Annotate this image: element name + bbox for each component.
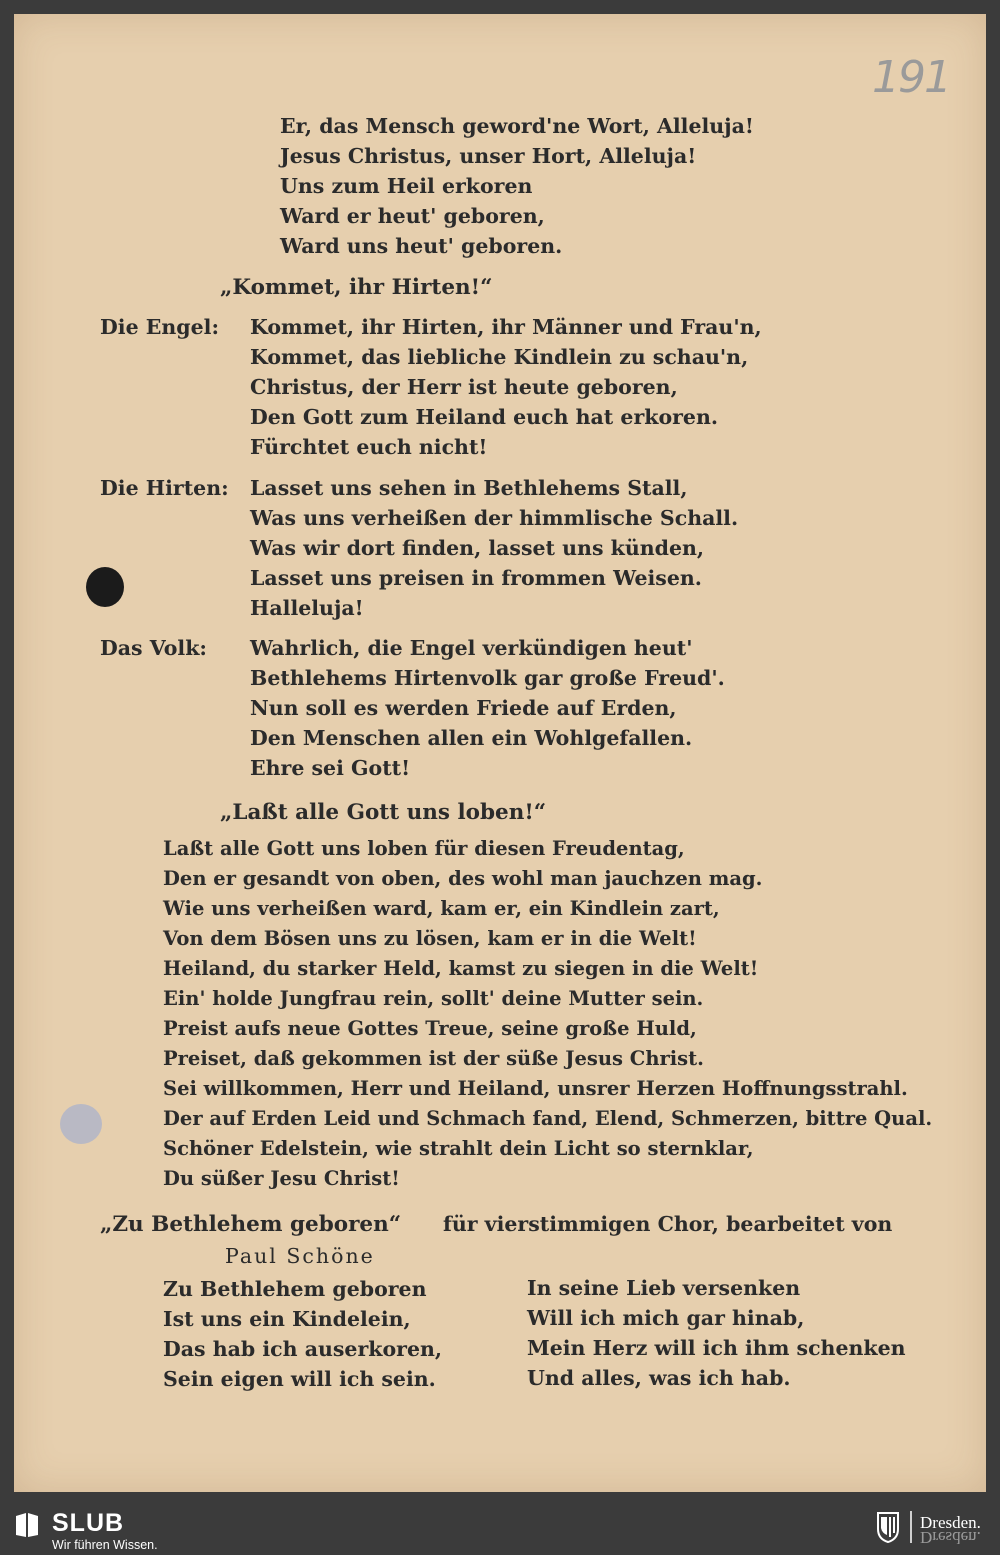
verse-line: Von dem Bösen uns zu lösen, kam er in die Welt! xyxy=(163,927,697,950)
verse-line: Preist aufs neue Gottes Treue, seine große Huld, xyxy=(163,1017,697,1040)
verse-line: Jesus Christus, unser Hort, Alleluja! xyxy=(280,144,697,168)
verse-line: Fürchtet euch nicht! xyxy=(250,435,488,459)
verse-line: Kommet, das liebliche Kindlein zu schau'n, xyxy=(250,345,749,369)
verse-line: Preiset, daß gekommen ist der süße Jesus Christ. xyxy=(163,1047,704,1070)
speaker-label: Die Engel: xyxy=(100,315,220,339)
song-verse-right xyxy=(527,1273,906,1393)
verse-line: Ehre sei Gott! xyxy=(250,756,411,780)
section-title: „Zu Bethlehem geboren“ xyxy=(100,1212,402,1237)
verse-line: Christus, der Herr ist heute geboren, xyxy=(250,375,678,399)
dresden-crest-icon xyxy=(876,1511,900,1543)
verse-line: Ein' holde Jungfrau rein, sollt' deine Mutter sein. xyxy=(163,987,704,1010)
verse-line: Lasset uns sehen in Bethlehems Stall, xyxy=(250,476,688,500)
verse-line: Mein Herz will ich ihm schenken xyxy=(527,1336,906,1360)
verse-line: Sein eigen will ich sein. xyxy=(163,1367,436,1391)
slub-book-icon xyxy=(12,1510,42,1540)
verse-line: Was wir dort finden, lasset uns künden, xyxy=(250,536,705,560)
intro-verse xyxy=(280,111,754,261)
punch-hole xyxy=(86,567,124,607)
verse-line: Zu Bethlehem geboren xyxy=(163,1277,427,1301)
section-title: „Kommet, ihr Hirten!“ xyxy=(220,275,493,300)
verse-line: Wie uns verheißen ward, kam er, ein Kindlein zart, xyxy=(163,897,720,920)
verse-line: Schöner Edelstein, wie strahlt dein Licht so sternklar, xyxy=(163,1137,754,1160)
song-verse-left xyxy=(163,1274,442,1394)
footer-bar xyxy=(0,1505,1000,1555)
verse-line: Den Menschen allen ein Wohlgefallen. xyxy=(250,726,693,750)
speaker-verse xyxy=(250,473,738,623)
verse-line: Den er gesandt von oben, des wohl man jauchzen mag. xyxy=(163,867,763,890)
verse-line: Ist uns ein Kindelein, xyxy=(163,1307,411,1331)
page-number: 191 xyxy=(872,52,950,103)
verse-line: Und alles, was ich hab. xyxy=(527,1366,791,1390)
verse-line: Kommet, ihr Hirten, ihr Männer und Frau'n, xyxy=(250,315,762,339)
verse-line: Wahrlich, die Engel verkündigen heut' xyxy=(250,636,693,660)
footer-separator xyxy=(910,1511,912,1543)
verse-line: Ward er heut' geboren, xyxy=(280,204,545,228)
hymn-verse xyxy=(163,834,932,1194)
verse-line: Bethlehems Hirtenvolk gar große Freud'. xyxy=(250,666,725,690)
verse-line: Der auf Erden Leid und Schmach fand, Elend, Schmerzen, bittre Qual. xyxy=(163,1107,933,1130)
verse-line: Den Gott zum Heiland euch hat erkoren. xyxy=(250,405,719,429)
verse-line: Lasset uns preisen in frommen Weisen. xyxy=(250,566,702,590)
verse-line: Nun soll es werden Friede auf Erden, xyxy=(250,696,677,720)
verse-line: Laßt alle Gott uns loben für diesen Freudentag, xyxy=(163,837,685,860)
speaker-verse xyxy=(250,633,725,783)
punch-hole xyxy=(60,1104,102,1144)
section-title: „Laßt alle Gott uns loben!“ xyxy=(220,800,547,825)
verse-line: Halleluja! xyxy=(250,596,364,620)
verse-line: Was uns verheißen der himmlische Schall. xyxy=(250,506,739,530)
verse-line: Will ich mich gar hinab, xyxy=(527,1306,805,1330)
verse-line: Du süßer Jesu Christ! xyxy=(163,1167,400,1190)
speaker-verse xyxy=(250,312,762,462)
verse-line: Heiland, du starker Held, kamst zu siegen in die Welt! xyxy=(163,957,759,980)
verse-line: Ward uns heut' geboren. xyxy=(280,234,563,258)
composer-name: Paul Schöne xyxy=(225,1244,375,1268)
partner-name-reflection: Dresden. xyxy=(920,1528,981,1547)
verse-line: In seine Lieb versenken xyxy=(527,1276,801,1300)
brand-name[interactable]: SLUB xyxy=(52,1509,125,1537)
speaker-label: Die Hirten: xyxy=(100,476,229,500)
verse-line: Das hab ich auserkoren, xyxy=(163,1337,443,1361)
verse-line: Er, das Mensch geword'ne Wort, Alleluja! xyxy=(280,114,754,138)
brand-tagline: Wir führen Wissen. xyxy=(52,1538,158,1552)
speaker-label: Das Volk: xyxy=(100,636,207,660)
partner-name[interactable]: Dresden. xyxy=(920,1513,981,1532)
verse-line: Sei willkommen, Herr und Heiland, unsrer Herzen Hoffnungsstrahl. xyxy=(163,1077,908,1100)
section-subtitle: für vierstimmigen Chor, bearbeitet von xyxy=(443,1212,893,1236)
verse-line: Uns zum Heil erkoren xyxy=(280,174,533,198)
